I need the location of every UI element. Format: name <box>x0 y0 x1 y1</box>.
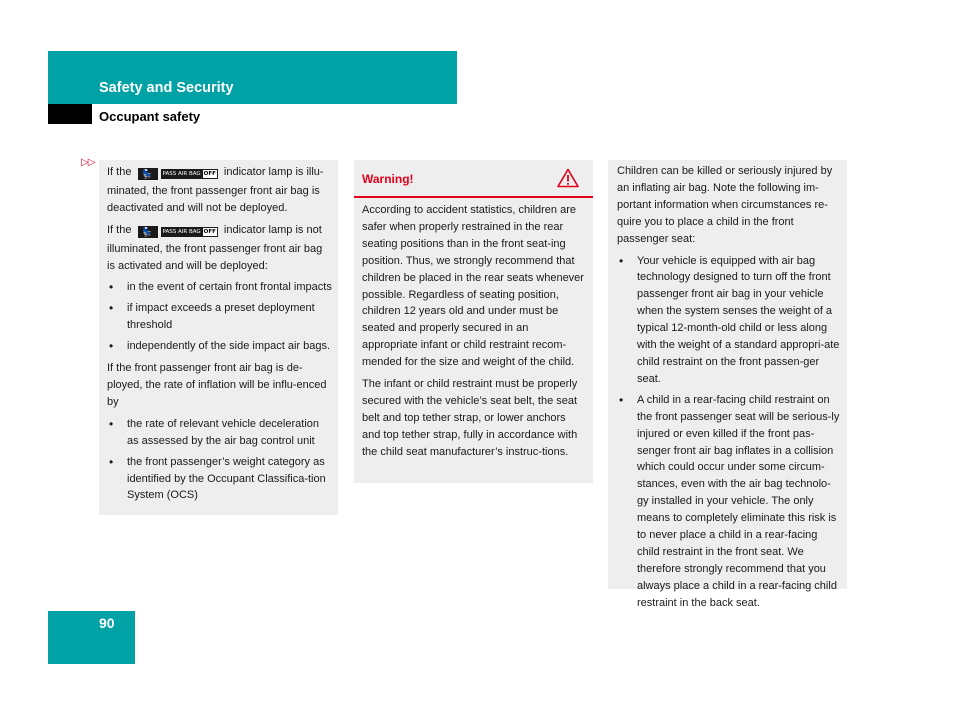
inflation-rate-paragraph: If the front passenger front air bag is de-ployed, the rate of inflation will be influ-enced by <box>107 362 327 408</box>
warning-triangle-icon <box>557 168 579 188</box>
warning-paragraph: The infant or child restraint must be properly secured with the vehicle’s seat belt, the seat belt and top tether strap, or lower anchors and top tether strap, fully in accordance with the child seat manufacturer’s instruc-tions. <box>362 378 578 458</box>
indicator-label-text: PASS AIR BAG <box>162 171 201 178</box>
warning-box <box>354 160 593 483</box>
airbag-seat-icon: 💺 <box>138 168 158 180</box>
indicator-label <box>161 169 218 179</box>
airbag-info-box <box>99 160 338 515</box>
list-item: • independently of the side impact air bags. <box>107 338 332 355</box>
continuation-arrows-icon: ▷▷ <box>81 157 95 168</box>
warning-title: Warning! <box>362 172 414 186</box>
indicator-illuminated-paragraph <box>107 164 332 217</box>
airbag-seat-icon: 💺 <box>138 226 158 238</box>
subsection-title: Occupant safety <box>99 109 201 124</box>
para-text: indicator lamp is illu-minated, the front passenger front air bag is deactivated and will not be deployed. <box>107 166 324 214</box>
list-item: • Your vehicle is equipped with air bag technology designed to turn off the front passenger front air bag in your vehicle when the system senses the weight of a typical 12-month-old child or less along with the weight of a standard appropri-ate child restraint on the front passen-ger seat. <box>617 253 841 388</box>
list-item: • if impact exceeds a preset deployment threshold <box>107 300 332 334</box>
page-number: 90 <box>99 615 115 631</box>
para-text: If the <box>107 166 132 178</box>
child-safety-intro: Children can be killed or seriously injured by an inflating air bag. Note the following im-portant information when circumstances re-quire you to place a child in the front passenger seat: <box>617 165 833 245</box>
pass-airbag-off-indicator <box>138 224 218 241</box>
indicator-not-illuminated-paragraph <box>107 222 332 275</box>
subsection-marker <box>48 104 92 124</box>
inflation-factors-list <box>107 416 332 505</box>
deployment-conditions-list <box>107 279 332 355</box>
indicator-label-text: PASS AIR BAG <box>162 228 201 235</box>
indicator-state: OFF <box>203 228 216 235</box>
para-text: If the <box>107 223 132 236</box>
list-item: • A child in a rear-facing child restraint on the front passenger seat will be serious-ly injured or even killed if the front pas-senger front air bag inflates in a collision which could occur under some circum-stances, even with the air bag technolo-gy installed in your vehicle. The only means to completely eliminate this risk is to never place a child in a rear-facing child restraint in the front seat. We therefore strongly recommend that you always place a child in a rear-facing child restraint in the back seat. <box>617 392 841 612</box>
pass-airbag-off-indicator <box>138 166 218 183</box>
header-band <box>48 51 457 104</box>
list-item: • in the event of certain front frontal impacts <box>107 279 332 296</box>
page-number-band <box>48 611 135 664</box>
list-item: • the front passenger’s weight category as identified by the Occupant Classifica-tion System (OCS) <box>107 454 332 505</box>
para-text: indicator lamp is not illuminated, the front passenger front air bag is activated and will be deployed: <box>107 223 323 272</box>
indicator-state: OFF <box>203 171 216 178</box>
child-safety-list <box>617 253 841 612</box>
warning-body <box>354 198 593 461</box>
indicator-label <box>161 227 218 237</box>
list-item: • the rate of relevant vehicle deceleration as assessed by the air bag control unit <box>107 416 332 450</box>
section-title: Safety and Security <box>99 80 234 96</box>
child-safety-box <box>608 160 847 609</box>
warning-header <box>354 160 593 198</box>
warning-paragraph: According to accident statistics, children are safer when properly restrained in the rear seating positions than in the front seat-ing position. Thus, we strongly recommend that children be placed in the rear seats whenever possible. Regardless of seating position, children 12 years old and under must be seated and properly secured in an appropriate infant or child restraint recom-mended for the size and weight of the child. <box>362 204 584 369</box>
